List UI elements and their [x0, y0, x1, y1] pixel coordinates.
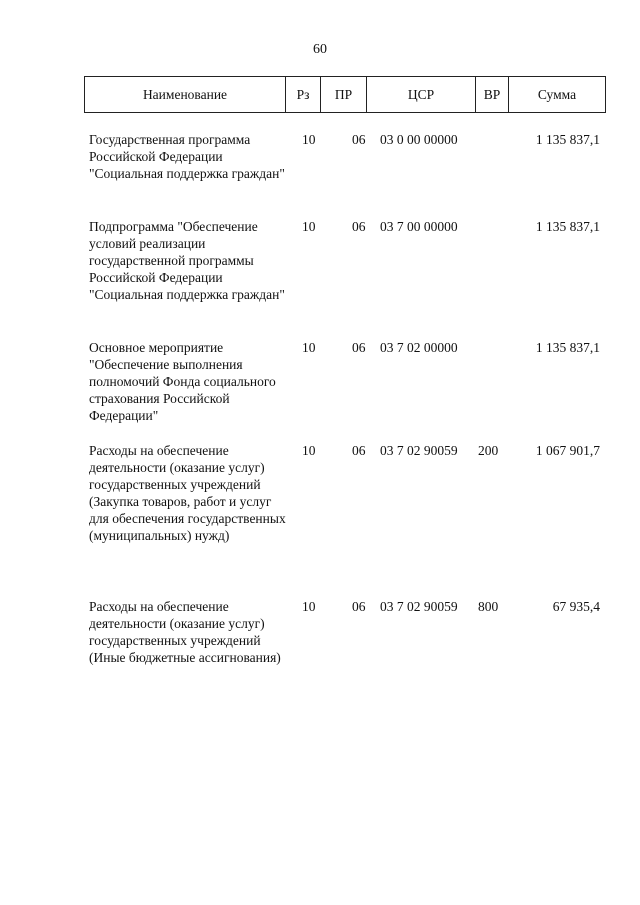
header-sum: Сумма [537, 87, 577, 102]
row-sum: 67 935,4 [552, 599, 600, 614]
row-vr: 800 [478, 599, 499, 614]
header-rz: Рз [296, 87, 310, 102]
row-csr: 03 7 02 90059 [380, 443, 458, 458]
row-csr: 03 7 02 90059 [380, 599, 458, 614]
row-rz: 10 [302, 132, 316, 147]
row-name: Расходы на обеспечение деятельности (оказание услуг) государственных учреждений (Иные бюджетные ассигнования) [89, 599, 281, 665]
row-sum: 1 135 837,1 [535, 219, 600, 234]
header-pr: ПР [334, 87, 353, 102]
page-number: 60 [313, 42, 327, 57]
row-name: Основное мероприятие "Обеспечение выполнения полномочий Фонда социального страхования Российской Федерации" [89, 340, 276, 423]
row-rz: 10 [302, 599, 316, 614]
header-name: Наименование [142, 87, 228, 102]
row-rz: 10 [302, 340, 316, 355]
row-pr: 06 [352, 599, 366, 614]
row-pr: 06 [352, 219, 366, 234]
row-csr: 03 0 00 00000 [380, 132, 458, 147]
header-csr: ЦСР [407, 87, 435, 102]
row-csr: 03 7 00 00000 [380, 219, 458, 234]
row-sum: 1 135 837,1 [535, 340, 600, 355]
table-header [84, 76, 606, 113]
row-name: Подпрограмма "Обеспечение условий реализации государственной программы Российской Федерации "Социальная поддержка граждан" [89, 219, 285, 302]
row-csr: 03 7 02 00000 [380, 340, 458, 355]
row-vr: 200 [478, 443, 499, 458]
row-rz: 10 [302, 219, 316, 234]
row-pr: 06 [352, 132, 366, 147]
row-sum: 1 135 837,1 [535, 132, 600, 147]
row-name: Расходы на обеспечение деятельности (оказание услуг) государственных учреждений (Закупка товаров, работ и услуг для обеспечения государственных (муниципальных) нужд) [89, 443, 286, 543]
row-pr: 06 [352, 340, 366, 355]
row-pr: 06 [352, 443, 366, 458]
row-sum: 1 067 901,7 [535, 443, 600, 458]
header-vr: ВР [483, 87, 501, 102]
row-rz: 10 [302, 443, 316, 458]
row-name: Государственная программа Российской Федерации "Социальная поддержка граждан" [89, 132, 285, 181]
